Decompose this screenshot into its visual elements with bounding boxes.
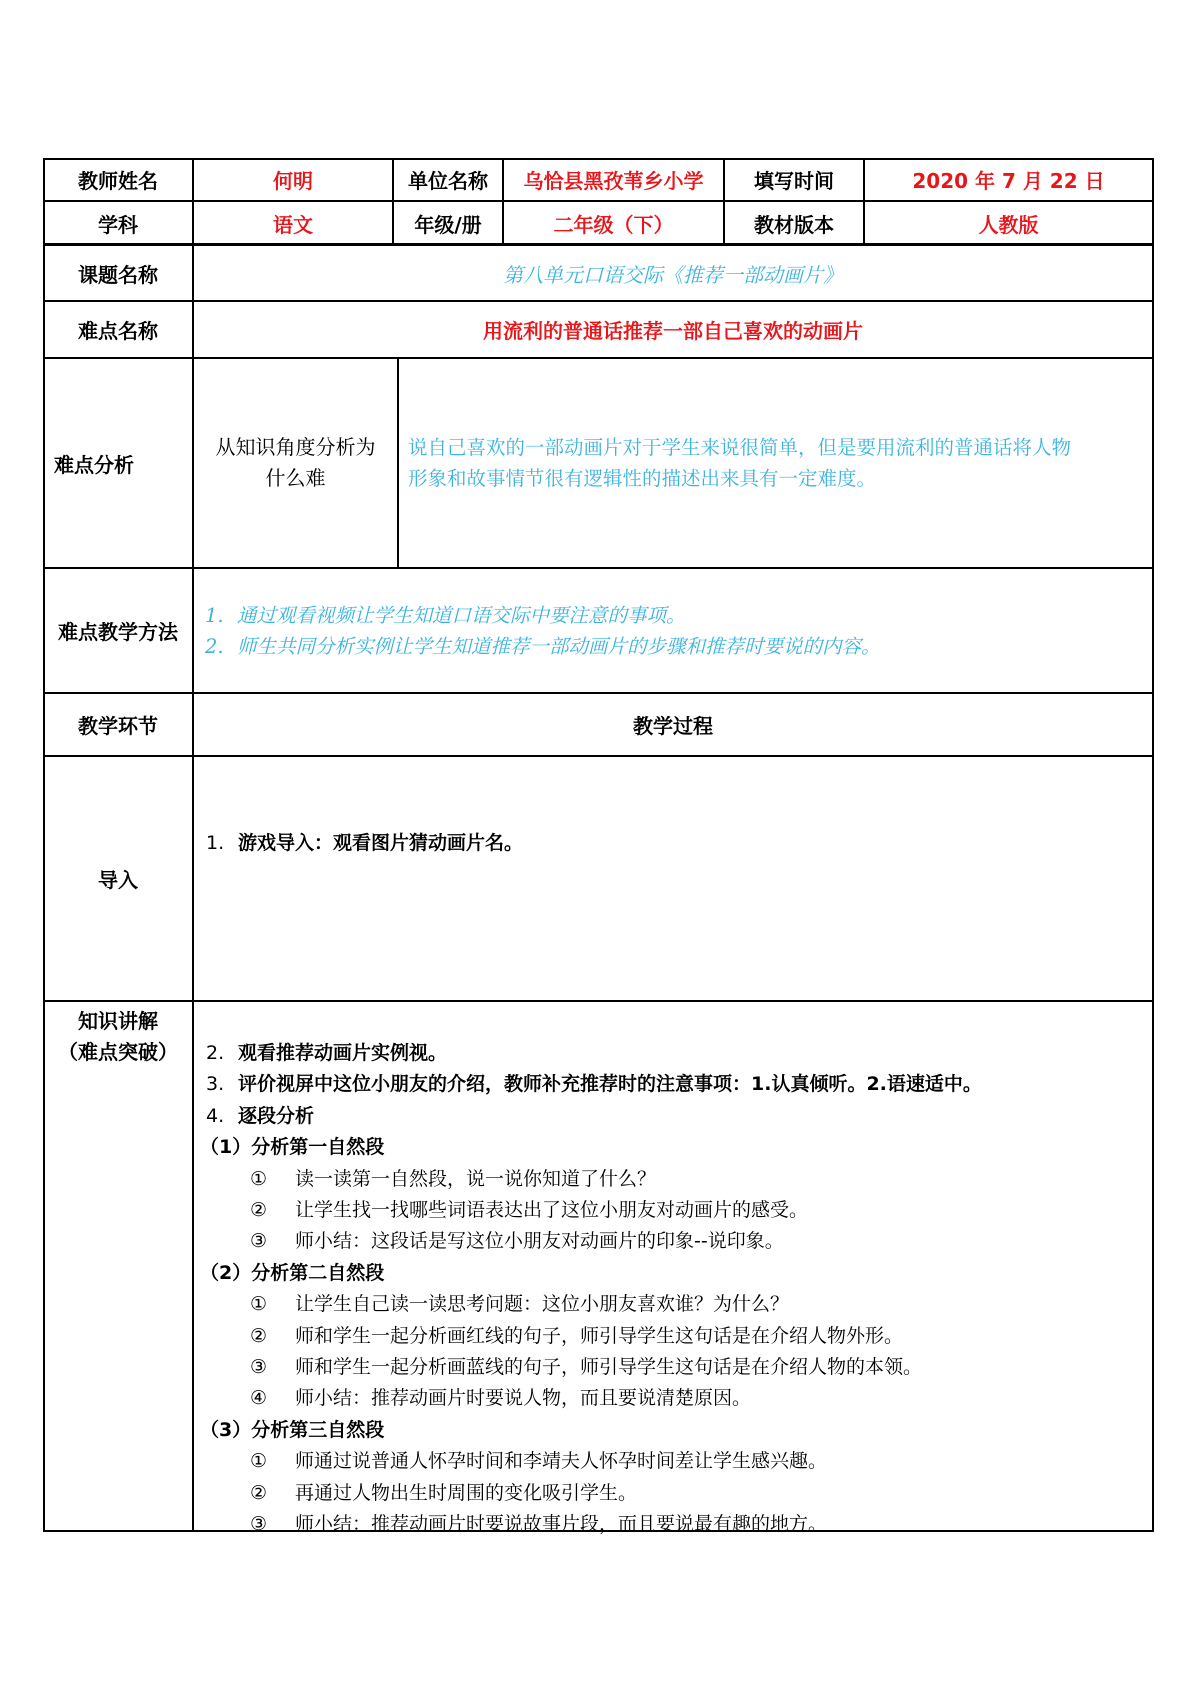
section-item bbox=[206, 1383, 982, 1414]
analysis-text bbox=[399, 359, 1153, 567]
unit-name-value: 乌恰县黑孜苇乡小学 bbox=[523, 169, 704, 193]
section-item-text: 让学生找一找哪些词语表达出了这位小朋友对动画片的感受。 bbox=[295, 1199, 809, 1222]
section-item-text: 师小结：推荐动画片时要说故事片段，而且要说最有趣的地方。 bbox=[295, 1513, 828, 1536]
section-item bbox=[206, 1164, 982, 1195]
knowledge-label-line-1: 知识讲解 bbox=[78, 1009, 158, 1033]
topic-label: 课题名称 bbox=[78, 262, 158, 287]
section-item-mark: ① bbox=[250, 1293, 268, 1316]
intro-item-number: 1. bbox=[206, 832, 225, 854]
difficulty-value: 用流利的普通话推荐一部自己喜欢的动画片 bbox=[483, 319, 863, 343]
section-item-mark: ① bbox=[250, 1450, 268, 1473]
section-item-mark: ② bbox=[250, 1481, 268, 1504]
edition-value: 人教版 bbox=[978, 212, 1039, 237]
knowledge-line bbox=[206, 1069, 982, 1100]
method-list bbox=[193, 569, 1153, 692]
method-label: 难点教学方法 bbox=[58, 620, 178, 644]
analysis-text-line-1: 说自己喜欢的一部动画片对于学生来说很简单，但是要用流利的普通话将人物 bbox=[408, 436, 1072, 459]
analysis-perspective bbox=[193, 359, 398, 567]
section-item bbox=[206, 1289, 982, 1320]
method-item bbox=[205, 631, 881, 662]
date-label: 填写时间 bbox=[754, 169, 834, 193]
section-item-text: 师和学生一起分析画红线的句子，师引导学生这句话是在介绍人物外形。 bbox=[295, 1324, 904, 1347]
knowledge-label-line-2: （难点突破） bbox=[58, 1040, 178, 1064]
section-item-text: 师通过说普通人怀孕时间和李靖夫人怀孕时间差让学生感兴趣。 bbox=[295, 1450, 828, 1473]
section-item-text: 师小结：推荐动画片时要说人物，而且要说清楚原因。 bbox=[295, 1387, 752, 1410]
knowledge-line bbox=[206, 1101, 982, 1132]
knowledge-line bbox=[206, 1038, 982, 1069]
knowledge-line-number: 2. bbox=[206, 1042, 225, 1064]
analysis-perspective-line-2: 什么难 bbox=[265, 466, 326, 490]
knowledge-line-text: 评价视屏中这位小朋友的介绍，教师补充推荐时的注意事项：1.认真倾听。2.语速适中。 bbox=[238, 1073, 982, 1096]
section-item bbox=[206, 1478, 982, 1509]
analysis-text-line-2: 形象和故事情节很有逻辑性的描述出来具有一定难度。 bbox=[408, 467, 877, 490]
method-item bbox=[205, 600, 686, 631]
section-item bbox=[206, 1446, 982, 1477]
knowledge-line-text: 逐段分析 bbox=[238, 1104, 315, 1127]
topic-value: 第八单元口语交际《推荐一部动画片》 bbox=[503, 262, 843, 287]
section-item bbox=[206, 1509, 982, 1540]
section-title: （3）分析第三自然段 bbox=[200, 1418, 385, 1441]
section-item bbox=[206, 1195, 982, 1226]
difficulty-label: 难点名称 bbox=[78, 319, 158, 343]
method-item-text: 师生共同分析实例让学生知道推荐一部动画片的步骤和推荐时要说的内容。 bbox=[237, 634, 881, 658]
intro-item bbox=[206, 828, 523, 859]
section-item-text: 师和学生一起分析画蓝线的句子，师引导学生这句话是在介绍人物的本领。 bbox=[295, 1356, 923, 1379]
date-value: 2020 年 7 月 22 日 bbox=[912, 169, 1105, 193]
analysis-perspective-line-1: 从知识角度分析为 bbox=[215, 435, 376, 459]
section-item bbox=[206, 1321, 982, 1352]
intro-label: 导入 bbox=[98, 868, 138, 892]
subject-value: 语文 bbox=[273, 212, 313, 237]
section-title: （1）分析第一自然段 bbox=[200, 1136, 385, 1159]
unit-name-label: 单位名称 bbox=[408, 169, 488, 193]
section-item-text: 再通过人物出生时周围的变化吸引学生。 bbox=[295, 1481, 638, 1504]
section-item-text: 读一读第一自然段，说一说你知道了什么？ bbox=[295, 1167, 657, 1190]
teacher-name-label: 教师姓名 bbox=[78, 169, 158, 193]
edition-label: 教材版本 bbox=[754, 212, 834, 237]
knowledge-label bbox=[43, 1006, 193, 1068]
process-header-value: 教学过程 bbox=[633, 714, 713, 738]
knowledge-line-text: 观看推荐动画片实例视。 bbox=[238, 1042, 448, 1064]
grade-value: 二年级（下） bbox=[553, 212, 674, 237]
section-item-mark: ① bbox=[250, 1167, 268, 1190]
section-item-mark: ③ bbox=[250, 1513, 268, 1536]
knowledge-line-number: 4. bbox=[206, 1104, 225, 1127]
teacher-name-value: 何明 bbox=[273, 169, 313, 193]
subject-label: 学科 bbox=[98, 212, 138, 237]
intro-item-text: 游戏导入：观看图片猜动画片名。 bbox=[238, 832, 524, 854]
section-item-text: 让学生自己读一读思考问题：这位小朋友喜欢谁？为什么？ bbox=[295, 1293, 790, 1316]
section-item-mark: ③ bbox=[250, 1356, 268, 1379]
section-item-text: 师小结：这段话是写这位小朋友对动画片的印象--说印象。 bbox=[295, 1230, 784, 1253]
knowledge-line-number: 3. bbox=[206, 1073, 225, 1096]
method-item-number: 2. bbox=[205, 634, 224, 658]
method-item-text: 通过观看视频让学生知道口语交际中要注意的事项。 bbox=[237, 603, 686, 627]
section-item-mark: ② bbox=[250, 1199, 268, 1222]
knowledge-content bbox=[200, 1038, 982, 1541]
analysis-label: 难点分析 bbox=[54, 452, 134, 477]
section-title: （2）分析第二自然段 bbox=[200, 1261, 385, 1284]
row-divider bbox=[43, 1000, 1154, 1002]
section-item-mark: ② bbox=[250, 1324, 268, 1347]
section-item bbox=[206, 1226, 982, 1257]
section-item bbox=[206, 1352, 982, 1383]
section-item-mark: ③ bbox=[250, 1230, 268, 1253]
method-item-number: 1. bbox=[205, 603, 224, 627]
lesson-plan-table bbox=[43, 158, 1154, 1536]
row-divider bbox=[43, 755, 1154, 757]
process-stage-label: 教学环节 bbox=[78, 714, 158, 738]
grade-label: 年级/册 bbox=[414, 212, 482, 237]
section-item-mark: ④ bbox=[250, 1387, 268, 1410]
